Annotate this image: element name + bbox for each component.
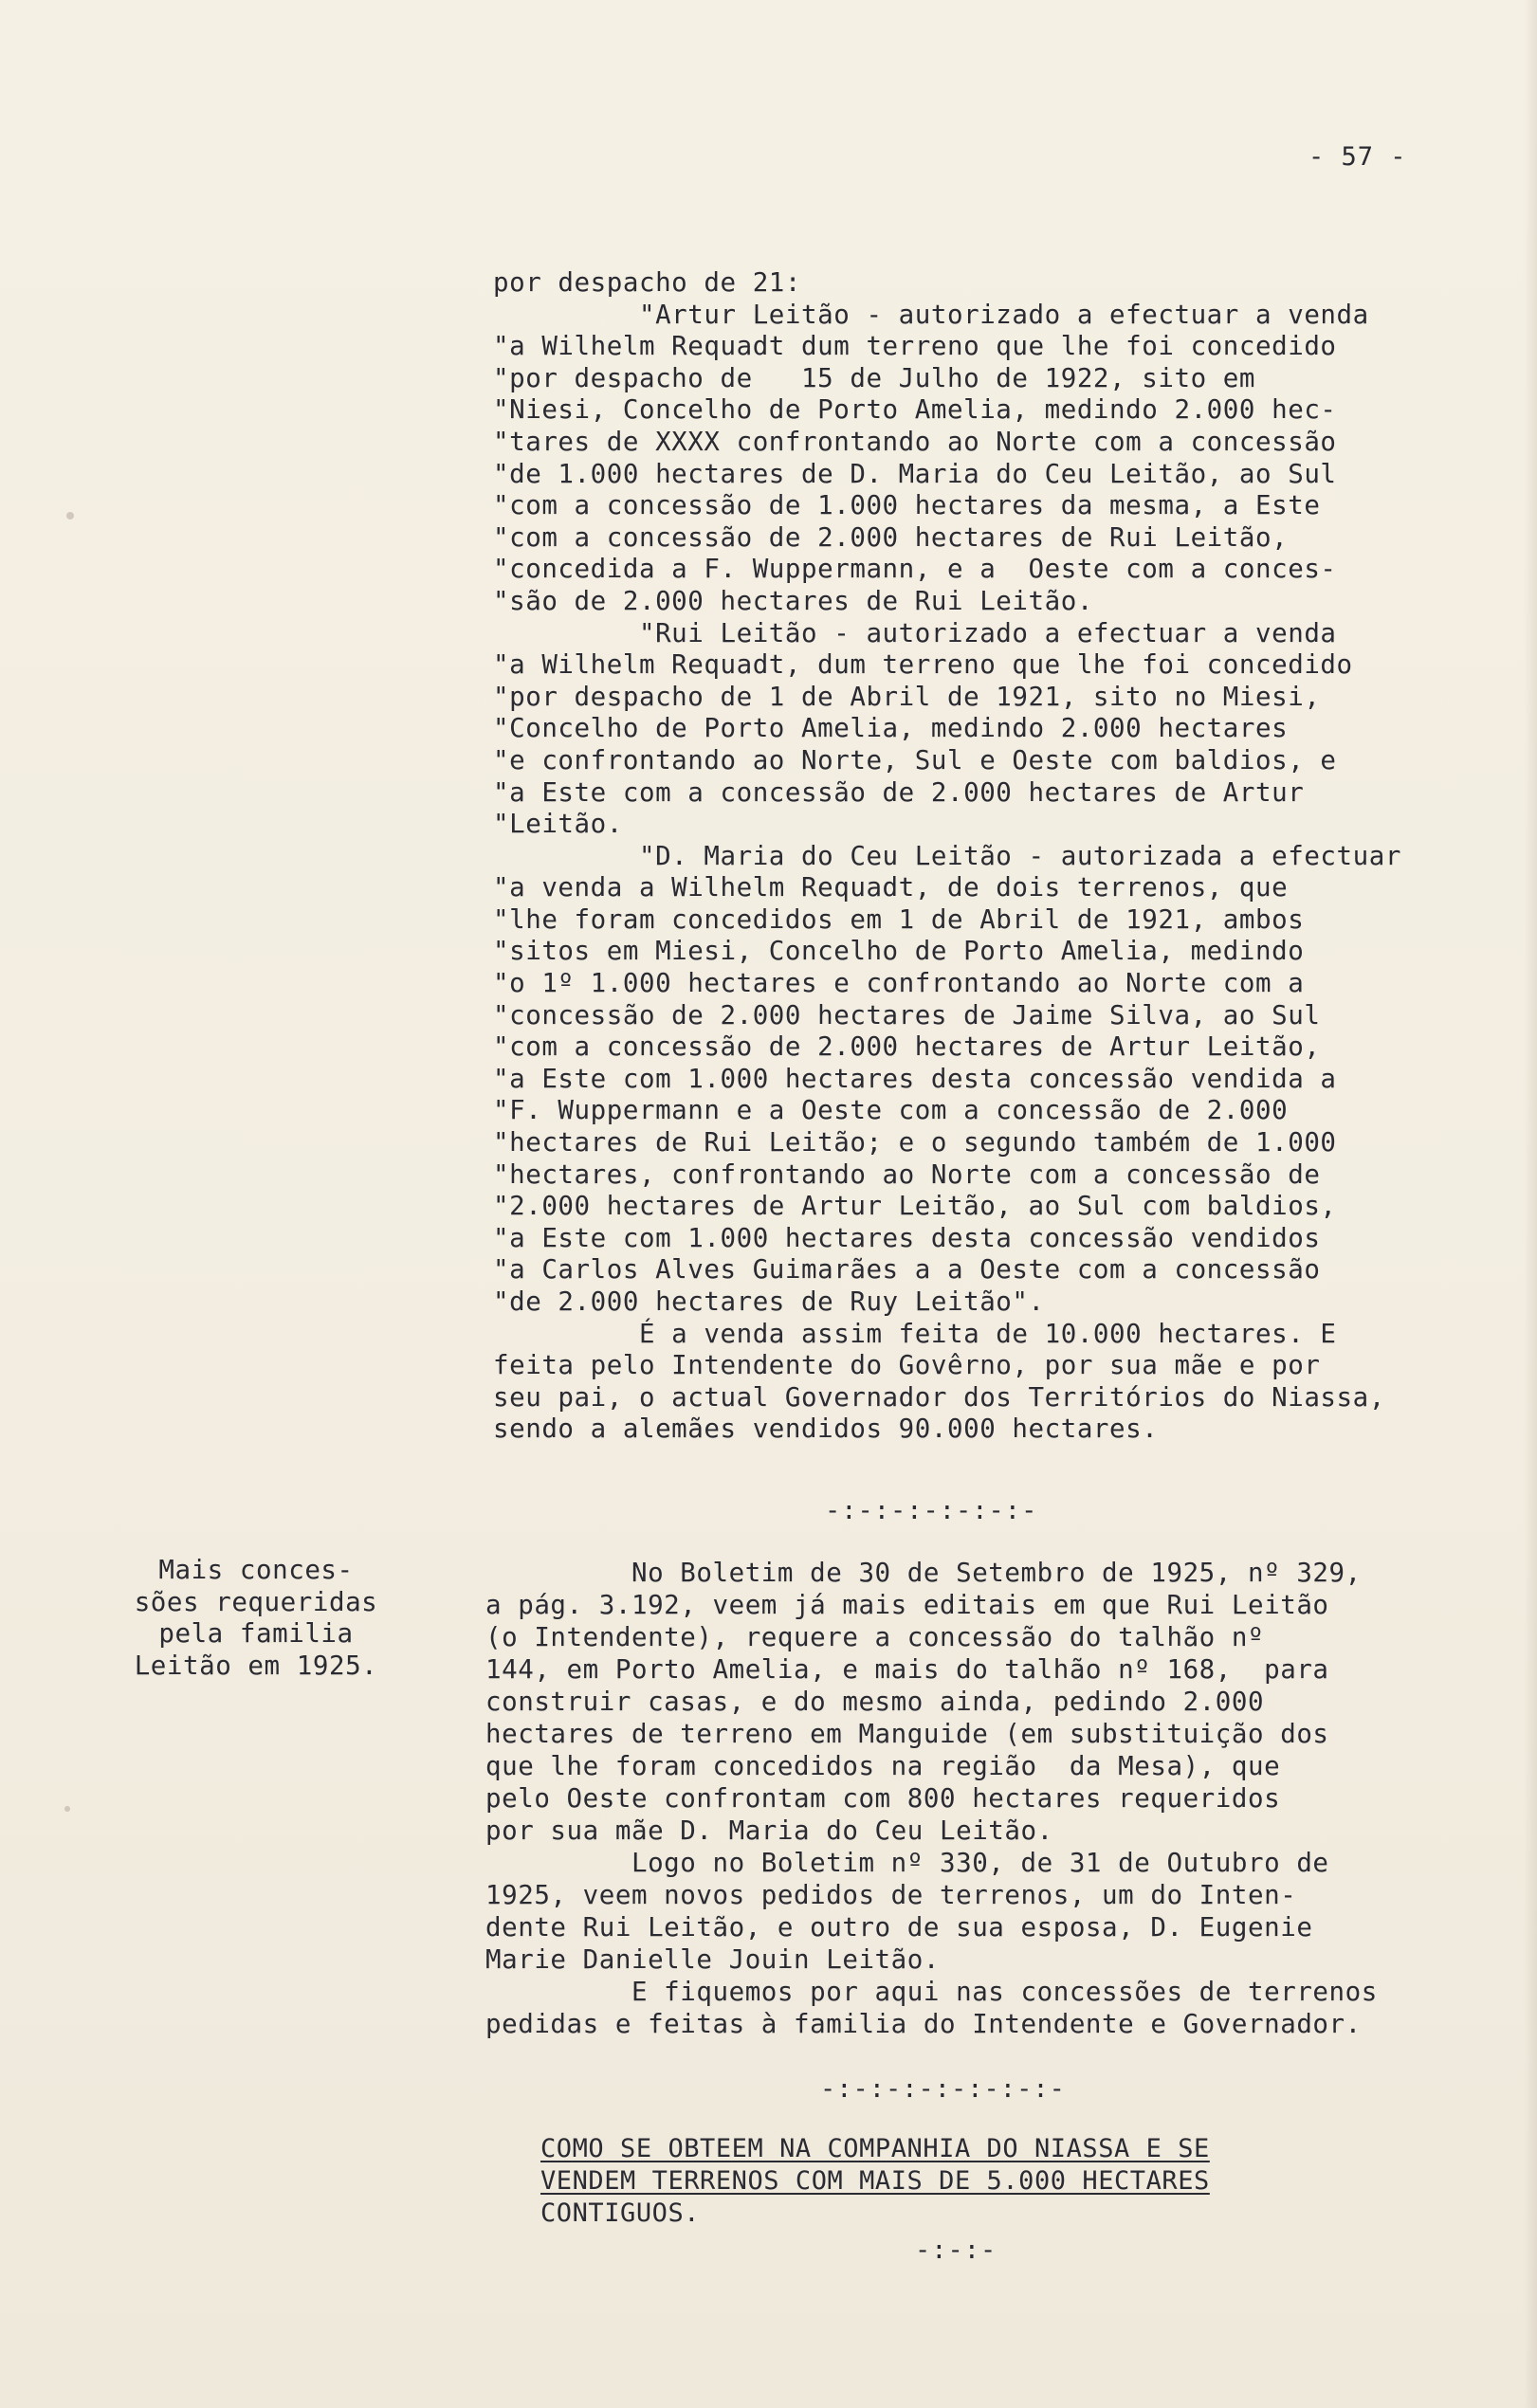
text-line: E fiquemos por aqui nas concessões de terrenos — [485, 1977, 1378, 2007]
page-edge-shadow — [1524, 0, 1537, 2408]
text-line: "Leitão. — [493, 809, 623, 840]
text-line: "a Wilhelm Requadt dum terreno que lhe foi concedido — [493, 331, 1337, 362]
text-line: construir casas, e do mesmo ainda, pedindo 2.000 — [485, 1687, 1265, 1717]
text-line: por sua mãe D. Maria do Ceu Leitão. — [485, 1815, 1053, 1846]
text-line: "por despacho de 1 de Abril de 1921, sito no Miesi, — [493, 681, 1321, 712]
text-line: seu pai, o actual Governador dos Territórios do Niassa, — [493, 1381, 1385, 1413]
text-line: "Rui Leitão - autorizado a efectuar a venda — [493, 617, 1337, 648]
text-line: Logo no Boletim nº 330, de 31 de Outubro de — [485, 1848, 1329, 1878]
margin-note — [109, 1555, 403, 1682]
text-line: "a Carlos Alves Guimarães a a Oeste com a concessão — [493, 1254, 1321, 1286]
paper-speck — [64, 1806, 70, 1812]
text-line: "a Este com a concessão de 2.000 hectares de Artur — [493, 776, 1305, 808]
paper-speck — [66, 512, 74, 520]
text-line: "com a concessão de 1.000 hectares da mesma, a Este — [493, 490, 1321, 521]
text-line: "e confrontando ao Norte, Sul e Oeste com baldios, e — [493, 744, 1337, 775]
text-line: "concessão de 2.000 hectares de Jaime Silva, ao Sul — [493, 999, 1321, 1031]
text-line: "a venda a Wilhelm Requadt, de dois terrenos, que — [493, 872, 1289, 903]
text-line: "com a concessão de 2.000 hectares de Artur Leitão, — [493, 1031, 1321, 1063]
page-number: - 57 - — [1308, 142, 1407, 172]
text-line: "o 1º 1.000 hectares e confrontando ao Norte com a — [493, 968, 1305, 999]
paragraph-sales — [493, 267, 1508, 1446]
text-line: "a Este com 1.000 hectares desta concessão vendidos — [493, 1222, 1321, 1253]
section-separator: -:-:-:-:-:-:-:- — [820, 2074, 1066, 2104]
text-line: pedidas e feitas à familia do Intendente e Governador. — [485, 2009, 1362, 2039]
margin-note-line: sões requeridas — [134, 1586, 378, 1617]
text-line: (o Intendente), requere a concessão do talhão nº — [485, 1622, 1265, 1652]
text-line: "tares de XXXX confrontando ao Norte com a concessão — [493, 426, 1337, 457]
text-line: "D. Maria do Ceu Leitão - autorizada a efectuar — [493, 840, 1401, 871]
text-line: "2.000 hectares de Artur Leitão, ao Sul com baldios, — [493, 1191, 1337, 1222]
section-separator: -:-:-:-:-:-:- — [825, 1496, 1038, 1525]
heading-line: VENDEM TERRENOS COM MAIS DE 5.000 HECTARES — [540, 2166, 1210, 2196]
text-line: "com a concessão de 2.000 hectares de Rui Leitão, — [493, 521, 1289, 553]
text-line: hectares de terreno em Manguide (em substituição dos — [485, 1719, 1329, 1749]
paragraph-concessions-1925 — [485, 1557, 1510, 2040]
text-line: "por despacho de 15 de Julho de 1922, sito em — [493, 362, 1256, 393]
margin-note-line: Leitão em 1925. — [134, 1650, 378, 1681]
text-line: pelo Oeste confrontam com 800 hectares requeridos — [485, 1783, 1281, 1814]
section-heading — [540, 2133, 1394, 2230]
text-line: "F. Wuppermann e a Oeste com a concessão de 2.000 — [493, 1095, 1289, 1126]
heading-line: CONTIGUOS. — [540, 2198, 701, 2228]
text-line: No Boletim de 30 de Setembro de 1925, nº 329, — [485, 1558, 1362, 1588]
text-line: 1925, veem novos pedidos de terrenos, um do Inten- — [485, 1880, 1297, 1910]
text-line: que lhe foram concedidos na região da Mesa), que — [485, 1751, 1281, 1781]
text-line: É a venda assim feita de 10.000 hectares. E — [493, 1318, 1337, 1349]
text-line: feita pelo Intendente do Govêrno, por sua mãe e por — [493, 1350, 1321, 1381]
text-line: "de 2.000 hectares de Ruy Leitão". — [493, 1286, 1045, 1317]
text-line: "sitos em Miesi, Concelho de Porto Amelia, medindo — [493, 936, 1305, 967]
text-line: "a Este com 1.000 hectares desta concessão vendida a — [493, 1063, 1337, 1094]
section-separator: -:-:- — [915, 2235, 997, 2265]
margin-note-line: pela familia — [158, 1618, 354, 1650]
text-line: por despacho de 21: — [493, 267, 802, 298]
text-line: sendo a alemães vendidos 90.000 hectares. — [493, 1414, 1159, 1445]
text-line: "hectares, confrontando ao Norte com a concessão de — [493, 1158, 1321, 1190]
text-line: a pág. 3.192, veem já mais editais em que Rui Leitão — [485, 1590, 1329, 1620]
text-line: "Concelho de Porto Amelia, medindo 2.000 hectares — [493, 713, 1289, 744]
text-line: "de 1.000 hectares de D. Maria do Ceu Leitão, ao Sul — [493, 458, 1337, 489]
text-line: "concedida a F. Wuppermann, e a Oeste com a conces- — [493, 554, 1337, 585]
text-line: "hectares de Rui Leitão; e o segundo também de 1.000 — [493, 1127, 1337, 1158]
margin-note-line: Mais conces- — [158, 1555, 354, 1585]
text-line: "Niesi, Concelho de Porto Amelia, medindo 2.000 hec- — [493, 394, 1337, 426]
text-line: 144, em Porto Amelia, e mais do talhão nº 168, para — [485, 1654, 1329, 1685]
text-line: "Artur Leitão - autorizado a efectuar a venda — [493, 299, 1369, 330]
text-line: "lhe foram concedidos em 1 de Abril de 1921, ambos — [493, 903, 1305, 935]
heading-line: COMO SE OBTEEM NA COMPANHIA DO NIASSA E SE — [540, 2134, 1210, 2163]
text-line: Marie Danielle Jouin Leitão. — [485, 1944, 940, 1975]
text-line: "a Wilhelm Requadt, dum terreno que lhe foi concedido — [493, 649, 1353, 681]
text-line: dente Rui Leitão, e outro de sua esposa, D. Eugenie — [485, 1912, 1313, 1943]
text-line: "são de 2.000 hectares de Rui Leitão. — [493, 585, 1093, 616]
